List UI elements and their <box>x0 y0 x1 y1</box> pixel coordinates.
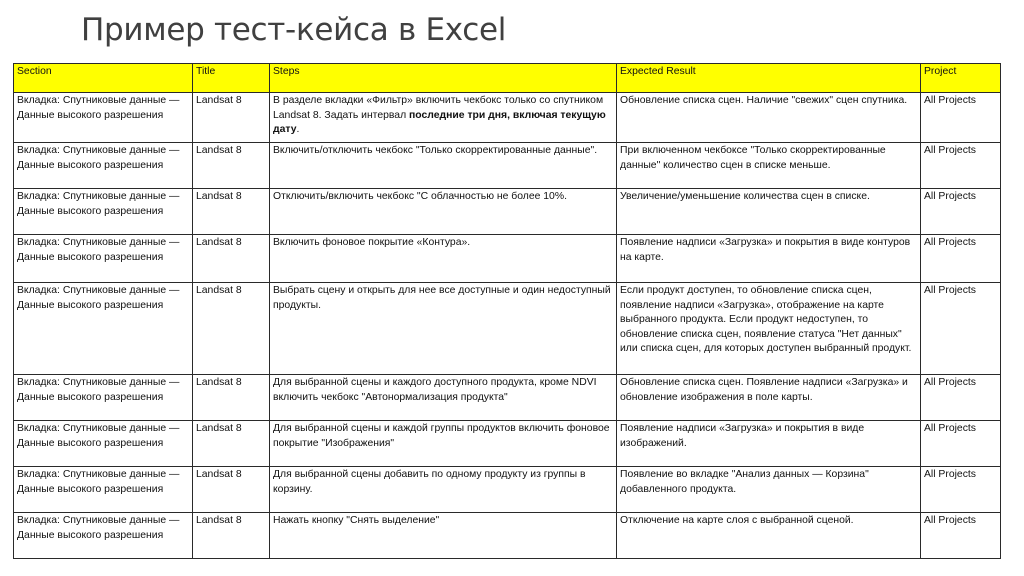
cell-steps: Выбрать сцену и открыть для нее все доступные и один недоступный продукты. <box>270 283 617 375</box>
table-body <box>14 93 1001 559</box>
header-section: Section <box>14 64 193 93</box>
steps-text: В разделе вкладки «Фильтр» включить чекбокс только со спутником Landsat 8. Задать интервал <box>273 95 604 121</box>
cell-expected: Если продукт доступен, то обновление списка сцен, появление надписи «Загрузка», отображение на карте выбранного продукта. Если продукт недоступен, то обновление списка сцен, появление статуса "Нет данных" или списка сцен, для которых доступен выбранный продукт. <box>617 283 921 375</box>
cell-steps: Отключить/включить чекбокс "С облачностью не более 10%. <box>270 189 617 235</box>
cell-project: All Projects <box>921 467 1001 513</box>
cell-project: All Projects <box>921 513 1001 559</box>
cell-project: All Projects <box>921 421 1001 467</box>
cell-section: Вкладка: Спутниковые данные — Данные высокого разрешения <box>14 375 193 421</box>
cell-title: Landsat 8 <box>193 513 270 559</box>
cell-steps: Для выбранной сцены и каждого доступного продукта, кроме NDVI включить чекбокс "Автонормализация продукта" <box>270 375 617 421</box>
cell-project: All Projects <box>921 375 1001 421</box>
cell-project: All Projects <box>921 189 1001 235</box>
table-row <box>14 467 1001 513</box>
cell-expected: Появление надписи «Загрузка» и покрытия в виде контуров на карте. <box>617 235 921 283</box>
header-row <box>14 64 1001 93</box>
cell-section: Вкладка: Спутниковые данные — Данные высокого разрешения <box>14 467 193 513</box>
cell-section: Вкладка: Спутниковые данные — Данные высокого разрешения <box>14 189 193 235</box>
table-row <box>14 375 1001 421</box>
cell-expected: Отключение на карте слоя с выбранной сценой. <box>617 513 921 559</box>
cell-section: Вкладка: Спутниковые данные — Данные высокого разрешения <box>14 143 193 189</box>
cell-expected: Появление во вкладке "Анализ данных — Корзина" добавленного продукта. <box>617 467 921 513</box>
cell-expected: Появление надписи «Загрузка» и покрытия в виде изображений. <box>617 421 921 467</box>
test-case-table <box>13 63 1001 559</box>
cell-title: Landsat 8 <box>193 375 270 421</box>
cell-title: Landsat 8 <box>193 467 270 513</box>
cell-steps: Включить/отключить чекбокс "Только скорректированные данные". <box>270 143 617 189</box>
cell-title: Landsat 8 <box>193 189 270 235</box>
cell-title: Landsat 8 <box>193 93 270 143</box>
header-steps: Steps <box>270 64 617 93</box>
table-row <box>14 189 1001 235</box>
header-project: Project <box>921 64 1001 93</box>
cell-section: Вкладка: Спутниковые данные — Данные высокого разрешения <box>14 235 193 283</box>
cell-section: Вкладка: Спутниковые данные — Данные высокого разрешения <box>14 283 193 375</box>
cell-steps: Нажать кнопку "Снять выделение" <box>270 513 617 559</box>
cell-title: Landsat 8 <box>193 283 270 375</box>
cell-project: All Projects <box>921 235 1001 283</box>
cell-title: Landsat 8 <box>193 143 270 189</box>
cell-expected: Увеличение/уменьшение количества сцен в списке. <box>617 189 921 235</box>
table-row <box>14 421 1001 467</box>
cell-expected: Обновление списка сцен. Наличие "свежих" сцен спутника. <box>617 93 921 143</box>
cell-expected: Обновление списка сцен. Появление надписи «Загрузка» и обновление изображения в поле карты. <box>617 375 921 421</box>
table-row <box>14 283 1001 375</box>
cell-project: All Projects <box>921 143 1001 189</box>
header-expected-result: Expected Result <box>617 64 921 93</box>
table-row <box>14 235 1001 283</box>
cell-title: Landsat 8 <box>193 235 270 283</box>
cell-steps <box>270 93 617 143</box>
cell-section: Вкладка: Спутниковые данные — Данные высокого разрешения <box>14 421 193 467</box>
header-title: Title <box>193 64 270 93</box>
cell-project: All Projects <box>921 283 1001 375</box>
steps-text-end: . <box>296 124 300 136</box>
cell-steps: Для выбранной сцены добавить по одному продукту из группы в корзину. <box>270 467 617 513</box>
cell-steps: Включить фоновое покрытие «Контура». <box>270 235 617 283</box>
table-header <box>14 64 1001 93</box>
steps-bold-text: последние три дня, включая текущую дату <box>273 109 606 136</box>
table-row <box>14 93 1001 143</box>
table-row <box>14 513 1001 559</box>
cell-project: All Projects <box>921 93 1001 143</box>
cell-section: Вкладка: Спутниковые данные — Данные высокого разрешения <box>14 513 193 559</box>
cell-steps: Для выбранной сцены и каждой группы продуктов включить фоновое покрытие "Изображения" <box>270 421 617 467</box>
cell-title: Landsat 8 <box>193 421 270 467</box>
cell-expected: При включенном чекбоксе "Только скорректированные данные" количество сцен в списке меньше. <box>617 143 921 189</box>
cell-section: Вкладка: Спутниковые данные — Данные высокого разрешения <box>14 93 193 143</box>
slide-title: Пример тест-кейса в Excel <box>81 12 507 48</box>
table-row <box>14 143 1001 189</box>
